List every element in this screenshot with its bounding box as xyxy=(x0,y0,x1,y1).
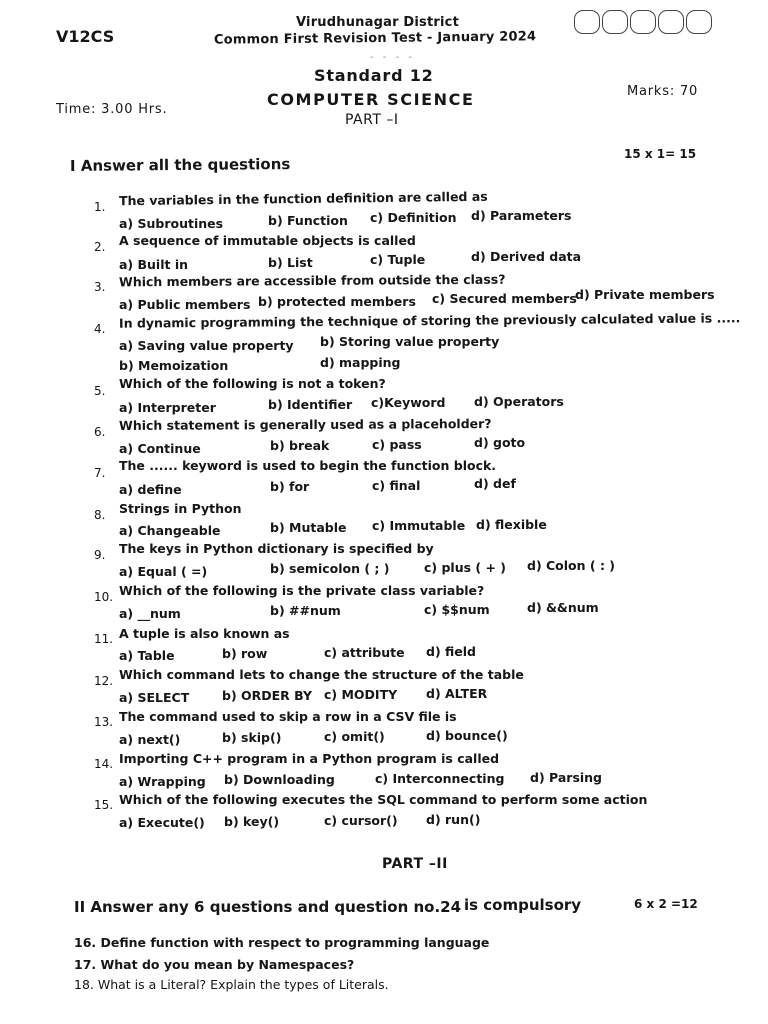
option-b: b) Identifier xyxy=(268,397,353,412)
roll-number-boxes xyxy=(574,10,714,34)
option-d: d) mapping xyxy=(320,355,401,370)
option-c: c) pass xyxy=(372,437,422,452)
option-c: c) cursor() xyxy=(324,813,398,828)
question-number: 1. xyxy=(94,200,106,214)
option-d: d) Parameters xyxy=(471,208,572,223)
question-number: 7. xyxy=(94,466,106,480)
part2-question: 18. What is a Literal? Explain the types of Literals. xyxy=(74,977,389,992)
question-number: 5. xyxy=(94,384,106,398)
option-c: c) MODITY xyxy=(324,687,398,702)
exam-marks: Marks: 70 xyxy=(627,84,699,99)
roll-box xyxy=(574,10,600,34)
question-number: 8. xyxy=(94,508,106,522)
paper-code: V12CS xyxy=(56,27,115,46)
question-text: A tuple is also known as xyxy=(119,626,290,641)
standard-title: Standard 12 xyxy=(314,66,434,85)
question-text: Which of the following is not a token? xyxy=(119,376,386,391)
exam-title: Common First Revision Test - January 2024 xyxy=(213,29,537,48)
question-number: 9. xyxy=(94,548,106,562)
option-b: b) skip() xyxy=(222,730,282,745)
option-c: c) $$num xyxy=(424,602,490,617)
roll-box xyxy=(658,10,684,34)
question-text: Importing C++ program in a Python program is called xyxy=(119,751,500,766)
question-text: The variables in the function definition are called as xyxy=(118,188,488,209)
option-b: b) Mutable xyxy=(270,520,347,535)
part2-instruction-compulsory: is compulsory xyxy=(464,896,582,914)
question-number: 14. xyxy=(94,757,114,771)
option-d: d) run() xyxy=(426,812,481,827)
option-a: a) Built in xyxy=(119,257,189,272)
question-number: 3. xyxy=(94,280,106,294)
question-text: Which command lets to change the structure of the table xyxy=(119,667,524,682)
question-number: 13. xyxy=(94,715,114,729)
question-text: Which of the following is the private class variable? xyxy=(119,583,485,598)
question-number: 4. xyxy=(94,322,106,336)
question-number: 12. xyxy=(94,674,114,688)
district-title: Virudhunagar District xyxy=(296,15,459,30)
question-number: 6. xyxy=(94,425,106,439)
question-text: A sequence of immutable objects is called xyxy=(119,233,416,248)
option-d: d) def xyxy=(474,476,516,491)
question-text: Which statement is generally used as a placeholder? xyxy=(118,416,492,433)
option-c: c) omit() xyxy=(324,729,385,744)
roll-box xyxy=(630,10,656,34)
option-d: d) field xyxy=(426,644,476,659)
option-a: a) Public members xyxy=(119,297,251,312)
option-d: d) ALTER xyxy=(426,686,488,701)
option-c: c) plus ( + ) xyxy=(424,560,507,575)
option-a: a) SELECT xyxy=(119,690,190,705)
option-a: a) Wrapping xyxy=(119,774,206,789)
part1-title: PART –I xyxy=(345,112,399,128)
option-a: a) next() xyxy=(119,732,181,747)
part2-question: 17. What do you mean by Namespaces? xyxy=(74,957,355,972)
question-number: 10. xyxy=(94,590,114,604)
question-number: 2. xyxy=(94,240,106,254)
roll-box xyxy=(602,10,628,34)
option-b: b) ORDER BY xyxy=(222,688,313,703)
option-b: b) for xyxy=(270,479,310,494)
option-a: a) __num xyxy=(119,606,181,621)
subject-title: COMPUTER SCIENCE xyxy=(267,90,475,109)
question-number: 15. xyxy=(94,798,114,812)
option-d: d) Private members xyxy=(575,287,715,302)
question-text: Strings in Python xyxy=(119,501,242,516)
option-c: c) Secured members xyxy=(432,291,577,306)
roll-box xyxy=(686,10,712,34)
option-d: d) Parsing xyxy=(530,770,603,785)
option-a: a) define xyxy=(119,482,182,497)
question-text: Which members are accessible from outside the class? xyxy=(118,271,506,290)
option-a: a) Equal ( =) xyxy=(119,564,208,579)
option-a: a) Subroutines xyxy=(119,216,224,231)
option-d: d) &&num xyxy=(527,600,599,615)
option-c: c) Interconnecting xyxy=(375,771,505,786)
option-d: d) goto xyxy=(474,435,526,450)
part2-score: 6 x 2 =12 xyxy=(634,897,698,911)
option-a: a) Execute() xyxy=(119,815,205,830)
question-number: 11. xyxy=(94,632,114,646)
option-b: b) key() xyxy=(224,814,280,829)
option-d: d) Derived data xyxy=(471,249,582,264)
question-text: In dynamic programming the technique of storing the previously calculated value is ..... xyxy=(118,310,741,331)
option-b: b) protected members xyxy=(258,294,416,309)
question-text: The ...... keyword is used to begin the function block. xyxy=(119,458,497,473)
part1-score: 15 x 1= 15 xyxy=(624,147,697,161)
option-d: d) Colon ( : ) xyxy=(527,558,616,573)
part1-instruction: I Answer all the questions xyxy=(69,155,291,175)
part2-question: 16. Define function with respect to programming language xyxy=(74,935,490,950)
option-b: b) Function xyxy=(268,213,348,228)
option-b: b) semicolon ( ; ) xyxy=(270,561,390,576)
option-a: a) Table xyxy=(119,648,175,663)
option-c: c) Tuple xyxy=(370,252,426,267)
option-b: b) break xyxy=(270,438,330,453)
option-a: a) Changeable xyxy=(119,523,221,538)
option-b: b) ##num xyxy=(270,603,341,618)
option-c: c)Keyword xyxy=(371,395,446,410)
part2-title: PART –II xyxy=(382,856,448,872)
header-dashes: - - - - xyxy=(370,52,415,63)
question-text: The command used to skip a row in a CSV file is xyxy=(119,709,457,724)
option-a: a) Continue xyxy=(119,441,201,456)
option-c: c) Definition xyxy=(370,210,457,225)
option-c: c) Immutable xyxy=(372,518,466,533)
question-text: The keys in Python dictionary is specified by xyxy=(119,541,434,556)
option-a: a) Saving value property xyxy=(119,338,294,353)
option-c: c) attribute xyxy=(324,645,405,660)
option-b: b) List xyxy=(268,255,313,270)
exam-time: Time: 3.00 Hrs. xyxy=(56,102,168,117)
option-d: d) bounce() xyxy=(426,728,508,743)
option-b: b) row xyxy=(222,646,268,661)
option-c: c) final xyxy=(372,478,421,493)
option-d: d) flexible xyxy=(476,517,547,532)
option-c: b) Memoization xyxy=(119,358,229,373)
option-b: b) Storing value property xyxy=(320,334,500,349)
option-d: d) Operators xyxy=(474,394,564,409)
part2-instruction: II Answer any 6 questions and question no.24 xyxy=(74,898,462,916)
question-text: Which of the following executes the SQL command to perform some action xyxy=(119,792,648,807)
option-a: a) Interpreter xyxy=(119,400,216,415)
option-b: b) Downloading xyxy=(224,772,335,787)
